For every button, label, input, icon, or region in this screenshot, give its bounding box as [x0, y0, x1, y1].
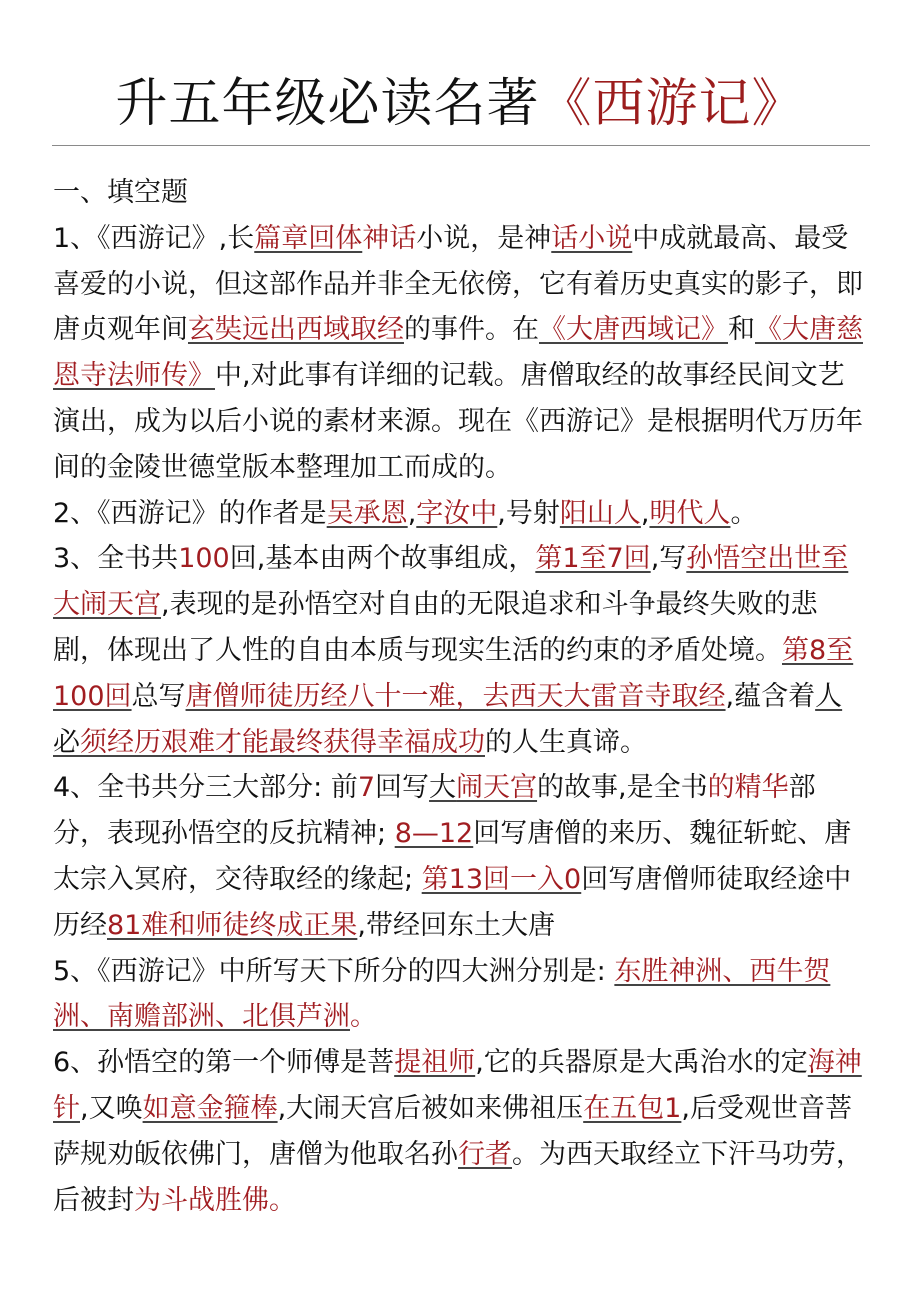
question-text: 回写唐僧的来历、魏征斩蛇、唐太宗入冥府，交待取经的缘起;	[53, 818, 852, 895]
answer-text: 话小说	[551, 222, 633, 254]
answer-text: 东胜神洲、西牛贺洲、南赡部洲、北俱芦洲	[53, 955, 831, 1033]
question-text: ,大闹天宫后被如来佛祖压	[277, 1092, 584, 1124]
answer-text: 在五包1	[583, 1092, 682, 1124]
question-text: 总写	[131, 680, 186, 712]
question-text: 1、《西游记》,长	[53, 222, 255, 254]
question-text: 人必	[53, 680, 843, 758]
answer-text: 唐僧师徒历经八十一难，去西天大雷音寺取经	[185, 680, 726, 712]
question-text: 的事件。在	[404, 314, 539, 346]
answer-text: 须经历艰难才能最终获得幸福成功	[80, 726, 485, 758]
document-body	[53, 170, 868, 1223]
section-heading: 一、填空题	[53, 177, 188, 208]
question-text: ,写	[650, 543, 687, 575]
question-text: ,	[407, 497, 417, 529]
question-4	[53, 765, 868, 948]
answer-text: 神话	[362, 222, 417, 254]
question-text: 2、《西游记》的作者是	[53, 497, 327, 529]
answer-text: 字汝中	[416, 497, 498, 529]
question-text: ,	[640, 497, 650, 529]
answer-text: 第1至7回	[535, 543, 651, 575]
question-text: 和	[728, 314, 755, 346]
question-6	[53, 1040, 868, 1223]
answer-text: 。	[269, 1184, 296, 1216]
question-text: ,号射	[497, 497, 560, 529]
answer-text: 《大唐西域记》	[539, 314, 728, 346]
question-5	[53, 949, 868, 1041]
question-text: 。	[730, 497, 758, 529]
question-text: 部分，表现孙悟空的反抗精神;	[53, 772, 816, 850]
title-main: 升五年级必读名著	[115, 74, 540, 134]
question-text: 中,对此事有详细的记载。唐僧取经的故事经民间文艺演出，成为以后小说的素材来源。现在《西游记》是根据明代万历年间的金陵世德堂版本整理加工而成的。	[53, 360, 863, 483]
answer-text: 孙悟空出世至大闹天宫	[53, 543, 849, 621]
title-book-name: 《西游记》	[539, 74, 805, 134]
question-3	[53, 536, 868, 765]
question-text: 3、全书共	[53, 543, 179, 575]
question-text: ,后受观世音菩萨规劝皈依佛门，唐僧为他取名孙	[53, 1092, 852, 1170]
question-text: 6、孙悟空的第一个师傅是菩	[53, 1047, 395, 1079]
question-text: 回,基本由两个故事组成，	[229, 543, 536, 575]
question-text: ,带经回东土大唐	[357, 909, 555, 941]
answer-text: 第8至100回	[53, 634, 854, 712]
question-text: ,表现的是孙悟空对自由的无限追求和斗争最终失败的悲剧，体现出了人性的自由本质与现实生活的约束的矛盾处境。	[53, 589, 818, 666]
answer-text: 明代人	[649, 497, 731, 529]
answer-text: 海神针	[53, 1047, 862, 1124]
question-2	[53, 491, 868, 537]
answer-text: 。	[350, 1001, 377, 1033]
question-text: 4、全书共分三大部分: 前	[53, 772, 358, 804]
question-text: ,又唤	[80, 1092, 143, 1124]
answer-text: 《大唐慈恩寺法师传》	[53, 314, 863, 392]
question-text: 回写	[375, 772, 430, 804]
question-text: 回写唐僧师徒取经途中历经	[53, 863, 852, 941]
answer-text: 的精华	[707, 772, 789, 804]
question-text: ,它的兵器原是大禹治水的定	[475, 1047, 808, 1079]
page-title	[0, 72, 920, 136]
answer-text: 为斗战胜佛	[134, 1184, 269, 1216]
question-text: 大	[429, 772, 457, 804]
answer-text: 篇章回体	[254, 222, 363, 254]
answer-text: 玄奘远出西域取经	[188, 314, 404, 346]
answer-text: 提祖师	[394, 1047, 476, 1079]
question-text: 5、《西游记》中所写天下所分的四大洲分别是:	[53, 955, 615, 987]
answer-text: 100	[178, 543, 230, 575]
question-text: 。为西天取经立下汗马功劳，后被封	[53, 1138, 863, 1216]
answer-text: 8—12	[394, 818, 474, 850]
answer-text: 阳山人	[559, 497, 641, 529]
question-text: 中成就最高、最受喜爱的小说，但这部作品并非全无依傍，它有着历史真实的影子，即唐贞观年间	[53, 222, 863, 346]
question-text: 的故事,是全书	[537, 772, 708, 804]
question-1	[53, 216, 868, 491]
answer-text: 第13回一入0	[421, 863, 582, 895]
answer-text: 如意金箍棒	[142, 1092, 278, 1124]
title-divider	[52, 145, 870, 146]
answer-text: 7	[357, 772, 376, 804]
answer-text: 闹天宫	[456, 772, 538, 804]
answer-text: 行者	[458, 1138, 512, 1170]
question-text: 小说，是神	[416, 222, 552, 254]
answer-text: 81难和师徒终成正果	[107, 909, 358, 941]
question-text: 的人生真谛。	[485, 726, 647, 758]
question-text: ,蕴含着	[725, 680, 816, 712]
answer-text: 吴承恩	[326, 497, 408, 529]
